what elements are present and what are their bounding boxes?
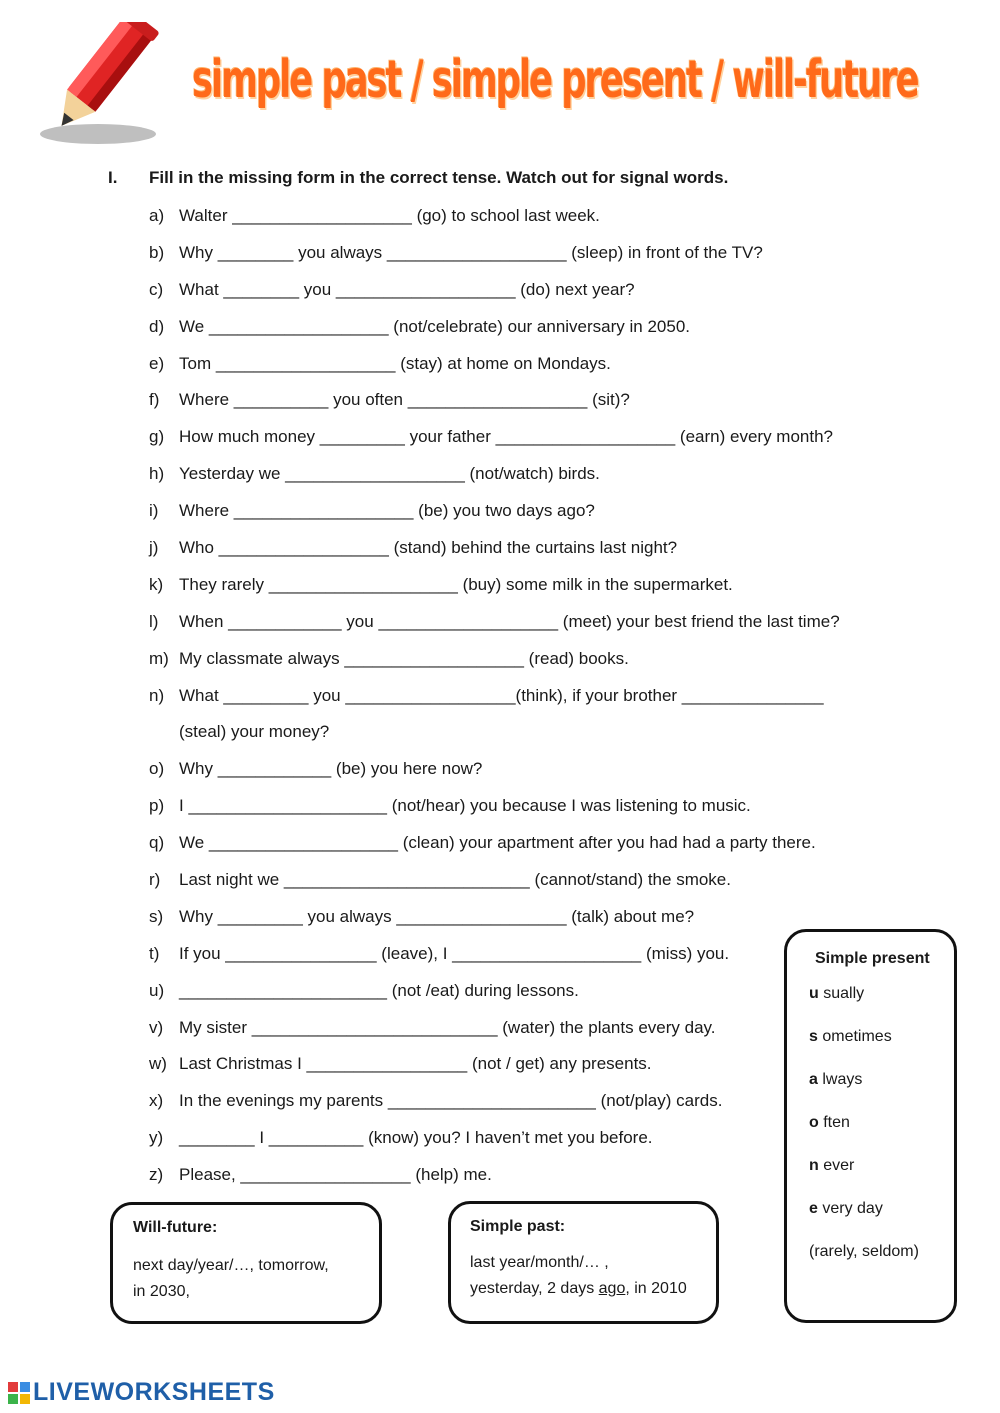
exercise-text: We ___________________ (not/celebrate) our anniversary in 2050. <box>179 316 690 336</box>
exercise-label: b) <box>149 242 165 262</box>
exercise-item <box>149 610 919 647</box>
signal-word <box>809 1199 954 1242</box>
exercise-item <box>149 278 919 315</box>
exercise-text: Yesterday we ___________________ (not/watch) birds. <box>179 464 600 484</box>
signal-word-rest: sually <box>818 985 865 1002</box>
exercise-item <box>149 536 919 573</box>
exercise-label: x) <box>149 1091 164 1111</box>
exercise-label: d) <box>149 316 165 336</box>
exercise-label: t) <box>149 943 160 963</box>
signal-word-rest: very day <box>817 1200 883 1217</box>
signal-word-letter: a <box>809 1071 818 1088</box>
exercise-item <box>149 388 919 425</box>
exercise-instruction <box>108 168 728 188</box>
exercise-text: Who __________________ (stand) behind the curtains last night? <box>179 538 678 558</box>
will-future-box <box>110 1202 382 1324</box>
exercise-label: a) <box>149 206 165 225</box>
signal-word-letter: u <box>809 985 819 1002</box>
signal-word-rest: ometimes <box>817 1028 892 1045</box>
exercise-item <box>149 425 919 462</box>
exercise-text: Where ___________________ (be) you two days ago? <box>179 501 595 521</box>
exercise-label: z) <box>149 1165 164 1185</box>
signal-word <box>809 1070 954 1113</box>
exercise-item <box>149 757 919 794</box>
signal-word-rest: ften <box>818 1114 850 1131</box>
exercise-text: My classmate always ___________________ (read) books. <box>179 648 629 668</box>
exercise-text: Why _________ you always __________________ (talk) about me? <box>179 906 695 926</box>
exercise-text: Last Christmas I _________________ (not / get) any presents. <box>179 1054 652 1074</box>
simple-past-box <box>448 1201 719 1324</box>
simple-past-line-1: last year/month/… , <box>470 1254 609 1271</box>
simple-present-box <box>784 929 957 1323</box>
exercise-item <box>149 204 919 241</box>
exercise-label: q) <box>149 833 165 853</box>
simple-past-line-2 <box>470 1276 716 1302</box>
exercise-item <box>149 352 919 389</box>
exercise-text: They rarely ____________________ (buy) some milk in the supermarket. <box>179 574 733 594</box>
exercise-text: ______________________ (not /eat) during lessons. <box>179 980 579 1000</box>
exercise-label: m) <box>149 648 169 668</box>
exercise-label: h) <box>149 464 165 484</box>
exercise-label: f) <box>149 390 160 410</box>
signal-word-letter: e <box>809 1200 818 1217</box>
exercise-text: If you ________________ (leave), I ____________________ (miss) you. <box>179 943 730 963</box>
will-future-line-2: in 2030, <box>133 1283 190 1300</box>
exercise-text: What ________ you ___________________ (do) next year? <box>179 279 635 299</box>
exercise-text: When ____________ you ___________________ (meet) your best friend the last time? <box>179 611 840 631</box>
exercise-item <box>149 720 919 757</box>
exercise-label: v) <box>149 1017 164 1037</box>
exercise-item <box>149 315 919 352</box>
signal-word-letter: o <box>809 1114 819 1131</box>
exercise-item <box>149 462 919 499</box>
exercise-item <box>149 684 919 721</box>
simple-past-title: Simple past: <box>470 1218 566 1235</box>
exercise-text: We ____________________ (clean) your apartment after you had had a party there. <box>179 833 816 853</box>
instruction-number: I. <box>108 168 118 187</box>
exercise-text: Why ________ you always ___________________ (sleep) in front of the TV? <box>179 242 763 262</box>
exercise-text: Please, __________________ (help) me. <box>179 1165 492 1185</box>
footer-brand-text: LIVEWORKSHEETS <box>33 1378 275 1406</box>
worksheet-title: simple past / simple present / will-future <box>192 50 918 110</box>
exercise-text: My sister __________________________ (water) the plants every day. <box>179 1017 716 1037</box>
exercise-text: Tom ___________________ (stay) at home on Mondays. <box>179 353 611 373</box>
exercise-label: c) <box>149 279 164 299</box>
exercise-label: l) <box>149 611 159 631</box>
exercise-label: o) <box>149 759 165 779</box>
exercise-label: s) <box>149 906 164 926</box>
simple-past-underlined-word: ago <box>598 1280 626 1297</box>
pencil-icon <box>36 22 176 152</box>
simple-past-line-2-start: yesterday, 2 days <box>470 1280 599 1297</box>
simple-present-title: Simple present <box>815 950 930 967</box>
exercise-label: n) <box>149 685 165 705</box>
signal-word <box>809 1027 954 1070</box>
exercise-label: p) <box>149 796 165 816</box>
exercise-item <box>149 868 919 905</box>
signal-word-extra: (rarely, seldom) <box>809 1243 919 1260</box>
will-future-line-1: next day/year/…, tomorrow, <box>133 1257 329 1274</box>
exercise-label: y) <box>149 1128 164 1148</box>
exercise-text: Last night we __________________________ (cannot/stand) the smoke. <box>179 870 731 890</box>
exercise-item <box>149 831 919 868</box>
exercise-text: Where __________ you often ___________________ (sit)? <box>179 390 630 410</box>
exercise-label: i) <box>149 501 159 521</box>
exercise-text: Walter ___________________ (go) to school last week. <box>179 206 600 225</box>
exercise-label: w) <box>149 1054 167 1074</box>
signal-word-rest: lways <box>817 1071 863 1088</box>
exercise-item <box>149 241 919 278</box>
exercise-label: k) <box>149 574 164 594</box>
signal-word <box>809 1113 954 1156</box>
exercise-item <box>149 794 919 831</box>
exercise-text: How much money _________ your father ___________________ (earn) every month? <box>179 427 834 447</box>
exercise-label: g) <box>149 427 165 447</box>
signal-word <box>809 1156 954 1199</box>
exercise-label: e) <box>149 353 165 373</box>
exercise-text: In the evenings my parents ______________________ (not/play) cards. <box>179 1091 723 1111</box>
signal-word-list <box>809 984 954 1242</box>
exercise-item <box>149 499 919 536</box>
exercise-item <box>149 573 919 610</box>
footer-brand[interactable] <box>8 1378 275 1407</box>
exercise-label: j) <box>149 538 159 558</box>
signal-word-rest: ever <box>818 1157 855 1174</box>
will-future-title: Will-future: <box>133 1219 218 1236</box>
signal-word <box>809 984 954 1027</box>
liveworksheets-logo-icon <box>8 1382 30 1404</box>
exercise-text: Why ____________ (be) you here now? <box>179 759 483 779</box>
instruction-text: Fill in the missing form in the correct tense. Watch out for signal words. <box>149 168 729 187</box>
signal-word-letter: n <box>809 1157 819 1174</box>
exercise-text: What _________ you __________________(think), if your brother _______________ <box>179 685 824 705</box>
simple-past-line-2-end: , in 2010 <box>625 1280 687 1297</box>
worksheet-header <box>0 0 1000 160</box>
signal-word-letter: s <box>809 1028 818 1045</box>
exercise-item <box>149 647 919 684</box>
exercise-text: I _____________________ (not/hear) you because I was listening to music. <box>179 796 751 816</box>
exercise-label: u) <box>149 980 165 1000</box>
exercise-text: (steal) your money? <box>179 722 330 742</box>
exercise-label: r) <box>149 870 161 890</box>
exercise-text: ________ I __________ (know) you? I haven’t met you before. <box>179 1128 653 1148</box>
